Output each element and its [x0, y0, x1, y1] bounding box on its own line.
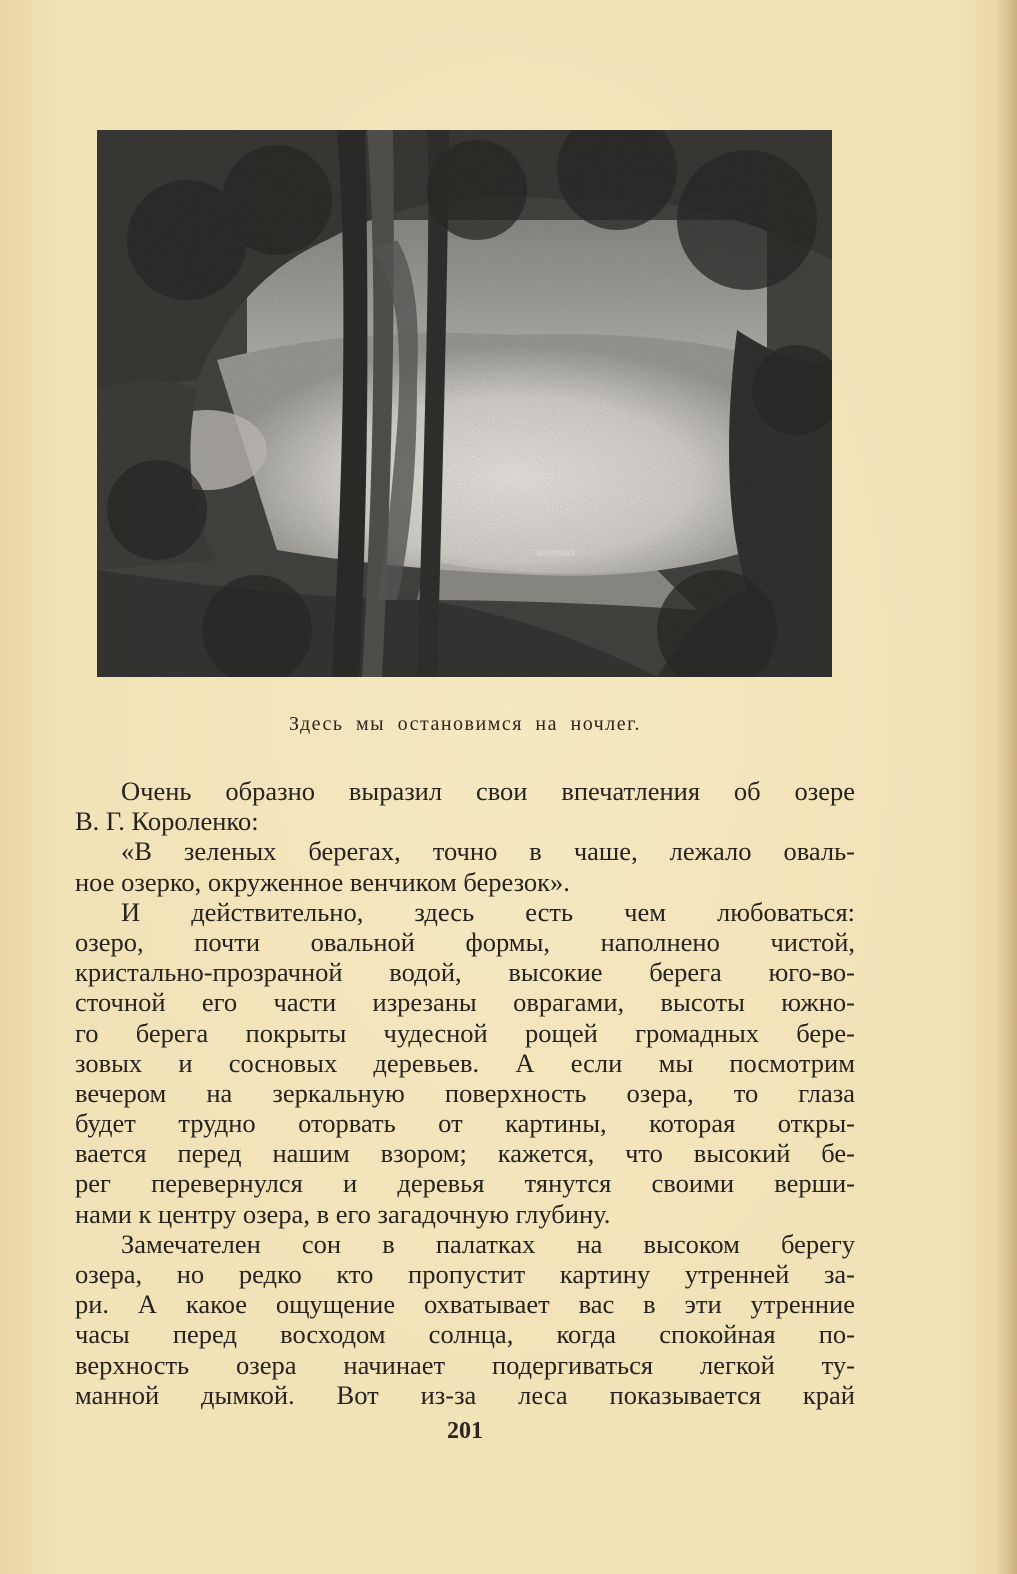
- text-line: ри. А какое ощущение охватывает вас в эти утренние: [75, 1289, 855, 1320]
- lake-photo: [97, 130, 832, 677]
- lake-through-trees-photo-icon: [97, 130, 832, 677]
- text-line: озера, но редко кто пропустит картину утренней за-: [75, 1259, 855, 1289]
- text-line: В. Г. Короленко:: [75, 806, 259, 837]
- text-line: будет трудно оторвать от картины, которая откры-: [75, 1108, 855, 1139]
- text-line: И действительно, здесь есть чем любоваться:: [121, 896, 855, 927]
- text-line: часы перед восходом солнца, когда спокойная по-: [75, 1319, 855, 1350]
- text-line: сточной его части изрезаны оврагами, высоты южно-: [75, 987, 855, 1018]
- text-line: зовых и сосновых деревьев. А если мы посмотрим: [75, 1047, 855, 1078]
- text-line: кристально-прозрачной водой, высокие берега юго-во-: [75, 957, 855, 988]
- text-line: Замечателен сон в палатках на высоком берегу: [121, 1228, 855, 1259]
- text-line: манной дымкой. Вот из-за леса показывается край: [75, 1379, 855, 1410]
- text-line: Очень образно выразил свои впечатления об озере: [121, 776, 855, 806]
- text-line: озеро, почти овальной формы, наполнено чистой,: [75, 926, 855, 957]
- body-text: [75, 776, 855, 1410]
- page-edge-shadow: [995, 0, 1017, 1574]
- text-line: рег перевернулся и деревья тянутся своими верши-: [75, 1168, 855, 1199]
- text-line: го берега покрыты чудесной рощей громадных бере-: [75, 1017, 855, 1048]
- text-line: верхность озера начинает подергиваться легкой ту-: [75, 1349, 855, 1380]
- text-line: нами к центру озера, в его загадочную глубину.: [75, 1198, 611, 1229]
- text-line: ное озерко, окруженное венчиком березок».: [75, 866, 570, 897]
- photo-caption: Здесь мы остановимся на ночлег.: [288, 713, 642, 735]
- page-number: 201: [447, 1418, 483, 1444]
- text-line: вается перед нашим взором; кажется, что высокий бе-: [75, 1138, 855, 1169]
- text-line: вечером на зеркальную поверхность озера, то глаза: [75, 1077, 855, 1108]
- text-line: «В зеленых берегах, точно в чаше, лежало оваль-: [121, 836, 855, 867]
